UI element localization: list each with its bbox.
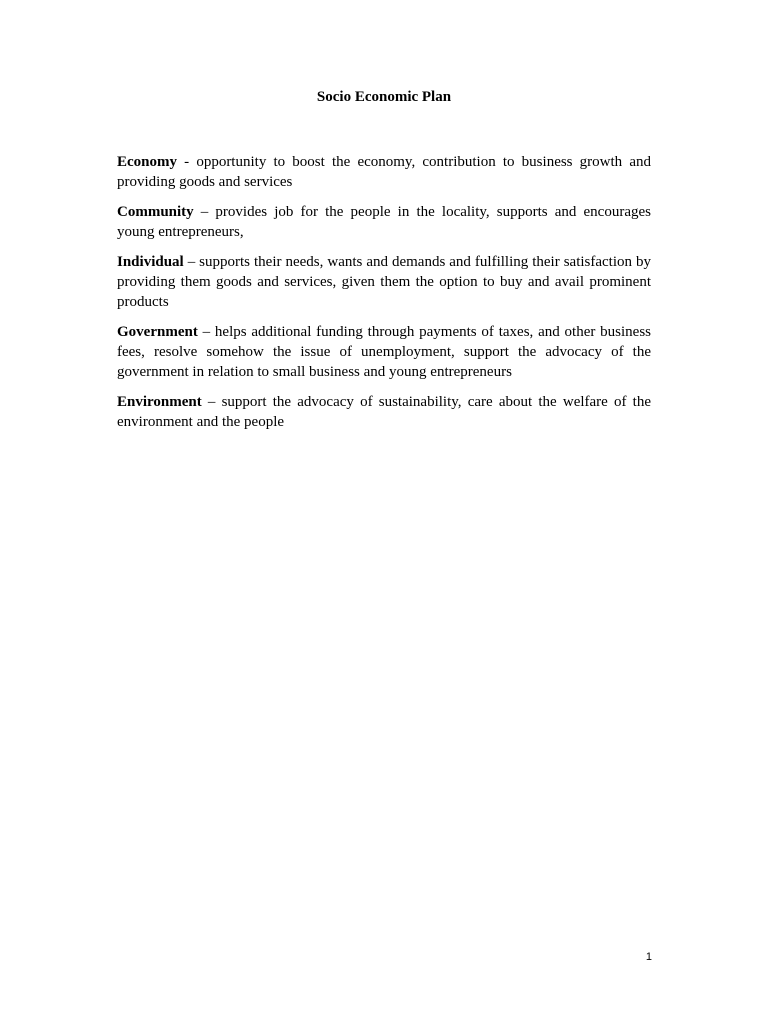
page-number: 1 xyxy=(645,951,652,963)
term-community: Community xyxy=(117,204,194,220)
paragraph-environment-text: – support the advocacy of sustainability, care about the welfare of the environment and the people xyxy=(117,394,651,430)
paragraph-individual-text: – supports their needs, wants and demands and fulfilling their satisfaction by providing them goods and services, given them the option to buy and avail prominent products xyxy=(117,254,651,310)
paragraph-economy-text: - opportunity to boost the economy, contribution to business growth and providing goods and services xyxy=(117,154,651,190)
paragraph-community xyxy=(117,202,651,242)
term-economy: Economy xyxy=(117,154,177,170)
term-environment: Environment xyxy=(117,394,202,410)
paragraph-individual xyxy=(117,252,651,312)
paragraph-community-text: – provides job for the people in the locality, supports and encourages young entrepreneurs, xyxy=(117,204,651,240)
paragraph-government-text: – helps additional funding through payments of taxes, and other business fees, resolve somehow the issue of unemployment, support the advocacy of the government in relation to small business and young entrepreneurs xyxy=(117,324,651,380)
paragraph-government xyxy=(117,322,651,382)
paragraph-economy xyxy=(117,152,651,192)
paragraph-environment xyxy=(117,392,651,432)
document-title: Socio Economic Plan xyxy=(316,89,452,105)
term-individual: Individual xyxy=(117,254,184,270)
term-government: Government xyxy=(117,324,198,340)
document-body xyxy=(117,152,651,442)
